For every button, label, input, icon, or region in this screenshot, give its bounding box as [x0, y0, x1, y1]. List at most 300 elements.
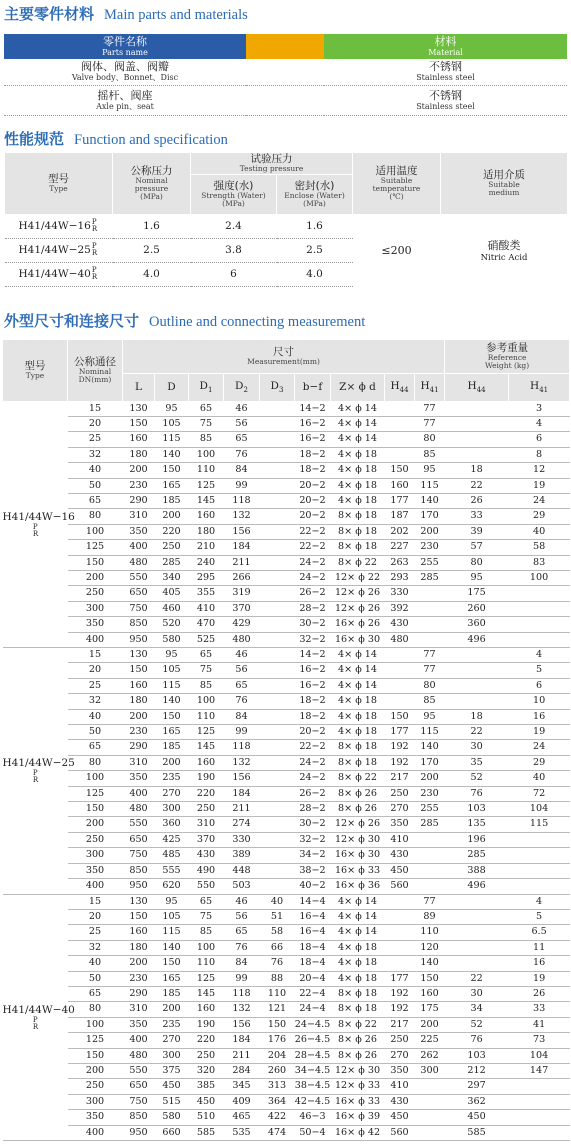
table-row	[3, 755, 570, 770]
pr-superscript	[33, 770, 38, 784]
table-row	[3, 1033, 570, 1048]
cell-H44: 560	[385, 1125, 415, 1140]
cell-H41	[415, 1094, 445, 1109]
cell-weight-H44: 30	[445, 986, 509, 1001]
cell-weight-H41	[509, 832, 570, 847]
cell-H44: 187	[385, 509, 415, 524]
part-name-cn: 摇杆、阀座	[97, 88, 153, 102]
cell-D1: 295	[189, 570, 224, 585]
cell-bf: 18−2	[295, 709, 331, 724]
cell-D2: 56	[224, 416, 260, 431]
cell-dn: 15	[68, 894, 123, 909]
cell-D2: 156	[224, 524, 260, 539]
cell-D2: 184	[224, 786, 260, 801]
cell-zd: 4× ϕ 18	[331, 493, 385, 508]
cell-H44: 192	[385, 986, 415, 1001]
table-row	[3, 1079, 570, 1094]
cell-D: 520	[155, 617, 189, 632]
cell-bf: 14−2	[295, 648, 331, 663]
cell-D2: 132	[224, 509, 260, 524]
table-row	[3, 570, 570, 585]
cell-dn: 20	[68, 416, 123, 431]
cell-bf: 34−4.5	[295, 1063, 331, 1078]
cell-D3	[260, 725, 295, 740]
col-wH41-sub: 41	[539, 386, 549, 395]
cell-D2: 370	[224, 601, 260, 616]
cell-weight-H41: 19	[509, 725, 570, 740]
cell-L: 310	[123, 755, 155, 770]
cell-zd: 4× ϕ 14	[331, 416, 385, 431]
col-zd: Z× ϕ d	[331, 373, 385, 401]
strength-header	[191, 174, 277, 214]
cell-D1: 160	[189, 755, 224, 770]
cell-zd: 4× ϕ 14	[331, 925, 385, 940]
cell-H41	[415, 617, 445, 632]
cell-dn: 200	[68, 817, 123, 832]
cell-weight-H41: 16	[509, 709, 570, 724]
col-weight-H44	[445, 373, 509, 401]
cell-D1: 385	[189, 1079, 224, 1094]
cell-D3	[260, 416, 295, 431]
cell-H44: 410	[385, 1079, 415, 1094]
cell-L: 130	[123, 894, 155, 909]
cell-bf: 32−2	[295, 632, 331, 647]
cell-H41: 170	[415, 509, 445, 524]
cell-D: 580	[155, 1110, 189, 1125]
cell-weight-H41: 6	[509, 678, 570, 693]
tp-cn: 试验压力	[250, 153, 293, 165]
cell-weight-H44: 450	[445, 1110, 509, 1125]
cell-L: 550	[123, 1063, 155, 1078]
seal-cell: 2.5	[277, 238, 353, 262]
function-row	[5, 214, 568, 238]
cell-dn: 40	[68, 463, 123, 478]
cell-dn: 150	[68, 555, 123, 570]
cell-D2: 284	[224, 1063, 260, 1078]
cell-H44: 192	[385, 1002, 415, 1017]
cell-D: 660	[155, 1125, 189, 1140]
sup-r: R	[91, 225, 98, 233]
cell-H41	[415, 848, 445, 863]
cell-dn: 250	[68, 832, 123, 847]
cell-zd: 12× ϕ 26	[331, 817, 385, 832]
strength-cell: 3.8	[191, 238, 277, 262]
cell-L: 650	[123, 586, 155, 601]
cell-bf: 30−2	[295, 617, 331, 632]
cell-H41: 285	[415, 570, 445, 585]
cell-D2: 211	[224, 802, 260, 817]
cell-L: 550	[123, 570, 155, 585]
table-row	[3, 663, 570, 678]
cell-D2: 46	[224, 648, 260, 663]
cell-weight-H44	[445, 909, 509, 924]
table-row	[3, 432, 570, 447]
seal-header	[277, 174, 353, 214]
cell-D2: 84	[224, 956, 260, 971]
cell-weight-H41: 72	[509, 786, 570, 801]
cell-D: 150	[155, 956, 189, 971]
function-table	[4, 152, 568, 287]
cell-bf: 46−3	[295, 1110, 331, 1125]
cell-zd: 8× ϕ 26	[331, 1033, 385, 1048]
cell-bf: 26−2	[295, 786, 331, 801]
cell-D2: 99	[224, 971, 260, 986]
cell-H41: 95	[415, 463, 445, 478]
cell-weight-H44	[445, 694, 509, 709]
cell-D: 105	[155, 663, 189, 678]
cell-D2: 184	[224, 1033, 260, 1048]
np-cell: 1.6	[113, 214, 191, 238]
cell-H44	[385, 447, 415, 462]
outline-type-en: Type	[25, 371, 45, 380]
cell-D3	[260, 509, 295, 524]
cell-D: 140	[155, 940, 189, 955]
cell-D3	[260, 832, 295, 847]
cell-bf: 24−2	[295, 755, 331, 770]
cell-bf: 50−4	[295, 1125, 331, 1140]
table-row	[3, 632, 570, 647]
cell-weight-H41: 26	[509, 986, 570, 1001]
cell-D2: 156	[224, 771, 260, 786]
cell-D1: 145	[189, 986, 224, 1001]
cell-weight-H41: 104	[509, 802, 570, 817]
cell-D3: 121	[260, 1002, 295, 1017]
cell-D3: 110	[260, 986, 295, 1001]
outline-type-value: H41/44W−25	[2, 757, 75, 770]
outline-type-cell	[2, 648, 75, 895]
cell-zd: 4× ϕ 18	[331, 956, 385, 971]
pr-superscript	[92, 243, 97, 257]
cell-weight-H41: 19	[509, 971, 570, 986]
table-row	[3, 478, 570, 493]
cell-weight-H41: 147	[509, 1063, 570, 1078]
cell-L: 310	[123, 509, 155, 524]
cell-D2: 56	[224, 663, 260, 678]
cell-D3: 364	[260, 1094, 295, 1109]
cell-D1: 220	[189, 1033, 224, 1048]
table-row	[3, 863, 570, 878]
table-row	[3, 894, 570, 909]
cell-bf: 38−4.5	[295, 1079, 331, 1094]
cell-bf: 18−4	[295, 940, 331, 955]
cell-weight-H41	[509, 1079, 570, 1094]
cell-H41: 160	[415, 986, 445, 1001]
cell-D: 150	[155, 709, 189, 724]
cell-D3	[260, 570, 295, 585]
table-row	[3, 956, 570, 971]
cell-zd: 8× ϕ 26	[331, 1048, 385, 1063]
cell-D: 200	[155, 509, 189, 524]
cell-dn: 65	[68, 493, 123, 508]
cell-weight-H41: 29	[509, 755, 570, 770]
table-row	[3, 971, 570, 986]
col-D3	[260, 373, 295, 401]
cell-H44: 350	[385, 1063, 415, 1078]
table-row	[3, 586, 570, 601]
cell-D2: 65	[224, 432, 260, 447]
cell-L: 750	[123, 1094, 155, 1109]
cell-L: 200	[123, 956, 155, 971]
cell-bf: 20−2	[295, 725, 331, 740]
cell-D3	[260, 617, 295, 632]
cell-D: 200	[155, 755, 189, 770]
cell-weight-H41: 41	[509, 1017, 570, 1032]
medium-cn: 硝酸类	[487, 239, 521, 253]
cell-H44: 192	[385, 740, 415, 755]
cell-D2: 503	[224, 879, 260, 894]
cell-D2: 330	[224, 832, 260, 847]
cell-L: 400	[123, 786, 155, 801]
cell-weight-H44: 18	[445, 463, 509, 478]
col-D3-sub: 3	[278, 386, 284, 395]
measurement-header	[123, 339, 445, 373]
cell-bf: 24−4.5	[295, 1017, 331, 1032]
col-D2-main: D	[235, 379, 244, 392]
cell-weight-H44: 103	[445, 802, 509, 817]
cell-dn: 25	[68, 925, 123, 940]
cell-zd: 16× ϕ 26	[331, 617, 385, 632]
cell-D1: 100	[189, 447, 224, 462]
cell-bf: 22−2	[295, 740, 331, 755]
cell-dn: 300	[68, 1094, 123, 1109]
cell-dn: 80	[68, 1002, 123, 1017]
cell-weight-H41: 8	[509, 447, 570, 462]
cell-D1: 355	[189, 586, 224, 601]
cell-L: 150	[123, 663, 155, 678]
cell-D2: 211	[224, 555, 260, 570]
cell-D3	[260, 463, 295, 478]
cell-bf: 16−2	[295, 432, 331, 447]
cell-bf: 20−2	[295, 493, 331, 508]
cell-weight-H41	[509, 1094, 570, 1109]
materials-title-en: Main parts and materials	[104, 7, 248, 23]
cell-H41: 140	[415, 956, 445, 971]
function-header-row	[5, 152, 568, 174]
cell-D1: 370	[189, 832, 224, 847]
table-row	[3, 540, 570, 555]
cell-dn: 150	[68, 1048, 123, 1063]
cell-H44: 450	[385, 863, 415, 878]
cell-L: 350	[123, 1017, 155, 1032]
cell-dn: 80	[68, 755, 123, 770]
cell-D: 515	[155, 1094, 189, 1109]
cell-D1: 190	[189, 1017, 224, 1032]
cell-D3	[260, 709, 295, 724]
sup-p: P	[91, 242, 97, 250]
table-row	[3, 1110, 570, 1125]
cell-weight-H41: 19	[509, 478, 570, 493]
outline-type-header	[3, 339, 68, 401]
np-en2: pressure	[134, 184, 169, 193]
function-title-en: Function and specification	[74, 131, 228, 148]
cell-dn: 100	[68, 524, 123, 539]
cell-D1: 470	[189, 617, 224, 632]
cell-D: 95	[155, 401, 189, 416]
cell-dn: 200	[68, 1063, 123, 1078]
cell-D1: 190	[189, 771, 224, 786]
outline-type-cell	[2, 401, 75, 648]
cell-D2: 118	[224, 986, 260, 1001]
cell-H44	[385, 925, 415, 940]
cell-dn: 32	[68, 447, 123, 462]
material-en: Stainless steel	[416, 101, 475, 111]
cell-H41: 77	[415, 894, 445, 909]
cell-D3	[260, 524, 295, 539]
cell-weight-H41: 104	[509, 1048, 570, 1063]
cell-dn: 125	[68, 786, 123, 801]
cell-D: 375	[155, 1063, 189, 1078]
dn-en2: DN(mm)	[78, 375, 112, 384]
cell-D3	[260, 786, 295, 801]
np-en1: Nominal	[135, 176, 168, 185]
cell-H41: 262	[415, 1048, 445, 1063]
col-L: L	[123, 373, 155, 401]
cell-D3	[260, 540, 295, 555]
np-en3: (MPa)	[140, 192, 163, 201]
func-type-header	[5, 152, 113, 214]
cell-D2: 65	[224, 678, 260, 693]
cell-weight-H41: 16	[509, 956, 570, 971]
cell-D2: 76	[224, 694, 260, 709]
cell-H41: 95	[415, 709, 445, 724]
cell-D: 285	[155, 555, 189, 570]
cell-H41: 200	[415, 1017, 445, 1032]
cell-zd: 4× ϕ 18	[331, 463, 385, 478]
tp-en: Testing pressure	[239, 164, 304, 173]
cell-H41	[415, 601, 445, 616]
table-row	[3, 925, 570, 940]
cell-bf: 24−4	[295, 1002, 331, 1017]
medium-cell	[441, 214, 568, 286]
cell-L: 850	[123, 863, 155, 878]
cell-dn: 20	[68, 663, 123, 678]
cell-L: 350	[123, 524, 155, 539]
cell-H41	[415, 863, 445, 878]
sup-p: P	[32, 1015, 38, 1024]
cell-D1: 85	[189, 925, 224, 940]
cell-D2: 132	[224, 1002, 260, 1017]
cell-L: 400	[123, 540, 155, 555]
cell-bf: 16−4	[295, 925, 331, 940]
cell-D: 185	[155, 493, 189, 508]
cell-weight-H44	[445, 648, 509, 663]
cell-zd: 8× ϕ 22	[331, 1017, 385, 1032]
cell-H44: 177	[385, 493, 415, 508]
cell-H41: 140	[415, 740, 445, 755]
cell-D3	[260, 755, 295, 770]
function-section-title	[0, 129, 571, 150]
cell-dn: 350	[68, 863, 123, 878]
cell-weight-H44: 76	[445, 1033, 509, 1048]
cell-zd: 16× ϕ 42	[331, 1125, 385, 1140]
cell-L: 950	[123, 632, 155, 647]
materials-section-title	[0, 4, 571, 25]
cell-weight-H44: 18	[445, 709, 509, 724]
table-row	[3, 416, 570, 431]
cell-D3: 51	[260, 909, 295, 924]
cell-dn: 300	[68, 848, 123, 863]
cell-dn: 125	[68, 540, 123, 555]
cell-D3	[260, 648, 295, 663]
cell-zd: 12× ϕ 26	[331, 601, 385, 616]
cell-bf: 34−2	[295, 848, 331, 863]
col-bf: b−f	[295, 373, 331, 401]
col-D1	[189, 373, 224, 401]
material-header	[324, 34, 567, 59]
cell-D: 165	[155, 971, 189, 986]
cell-zd: 16× ϕ 33	[331, 1094, 385, 1109]
outline-table	[2, 339, 570, 1142]
cell-D2: 99	[224, 725, 260, 740]
cell-weight-H44: 35	[445, 755, 509, 770]
cell-H44: 430	[385, 1094, 415, 1109]
cell-D3: 66	[260, 940, 295, 955]
temp-en1: Suitable	[380, 176, 413, 185]
cell-H44: 202	[385, 524, 415, 539]
medium-header	[441, 152, 568, 214]
table-row	[3, 617, 570, 632]
cell-weight-H44: 360	[445, 617, 509, 632]
cell-weight-H44: 80	[445, 555, 509, 570]
table-row	[3, 986, 570, 1001]
outline-header-row	[3, 339, 570, 373]
cell-H44: 430	[385, 848, 415, 863]
cell-D2: 448	[224, 863, 260, 878]
cell-dn: 100	[68, 771, 123, 786]
cell-H44: 227	[385, 540, 415, 555]
cell-L: 550	[123, 817, 155, 832]
cell-D2: 76	[224, 447, 260, 462]
temp-cn: 适用温度	[375, 165, 418, 177]
cell-H41: 300	[415, 1063, 445, 1078]
cell-bf: 28−2	[295, 601, 331, 616]
cell-dn: 65	[68, 740, 123, 755]
med-cn: 适用介质	[483, 169, 526, 181]
temp-cell	[353, 214, 441, 286]
cell-weight-H41: 10	[509, 694, 570, 709]
table-row	[3, 1048, 570, 1063]
sup-r: R	[91, 249, 98, 257]
cell-H41: 89	[415, 909, 445, 924]
cell-zd: 4× ϕ 14	[331, 909, 385, 924]
cell-D3: 313	[260, 1079, 295, 1094]
cell-D1: 490	[189, 863, 224, 878]
cell-D: 105	[155, 909, 189, 924]
cell-H44: 293	[385, 570, 415, 585]
table-row	[3, 709, 570, 724]
cell-H41	[415, 1079, 445, 1094]
meas-en: Measurement(mm)	[247, 357, 320, 366]
cell-bf: 24−2	[295, 570, 331, 585]
cell-D1: 240	[189, 555, 224, 570]
cell-weight-H44	[445, 894, 509, 909]
cell-H41: 200	[415, 524, 445, 539]
cell-weight-H41: 29	[509, 509, 570, 524]
seal-cell: 4.0	[277, 262, 353, 286]
func-type-en: Type	[49, 184, 68, 193]
cell-H44: 250	[385, 1033, 415, 1048]
cell-weight-H41	[509, 601, 570, 616]
cell-bf: 26−4.5	[295, 1033, 331, 1048]
cell-D2: 345	[224, 1079, 260, 1094]
cell-zd: 4× ϕ 14	[331, 678, 385, 693]
temp-value: ≤200	[381, 243, 412, 257]
pr-superscript	[33, 1017, 38, 1031]
cell-D3	[260, 740, 295, 755]
cell-weight-H41	[509, 863, 570, 878]
cell-H41	[415, 632, 445, 647]
cell-D: 580	[155, 632, 189, 647]
